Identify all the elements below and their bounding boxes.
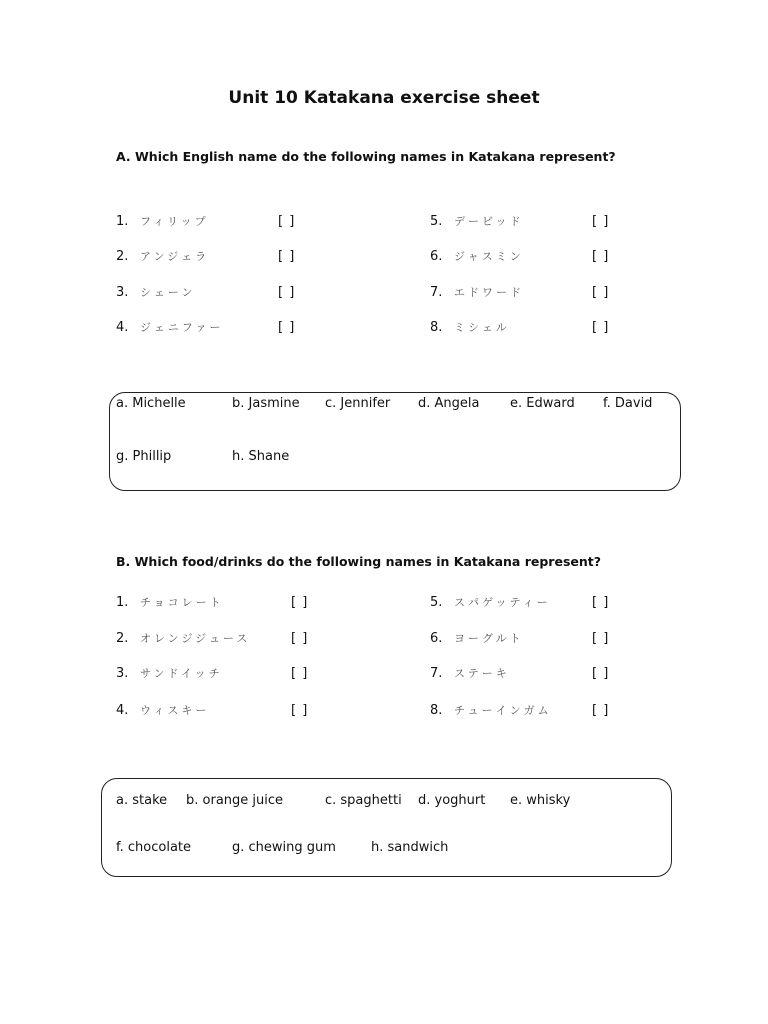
question-a4 [116,318,224,338]
question-number: 7. [430,666,443,681]
question-katakana: チューインガム [454,704,552,717]
question-katakana: アンジェラ [140,250,210,263]
answer-bracket[interactable]: [ ] [592,703,610,718]
option-item: f. David [603,396,653,411]
question-number: 7. [430,285,443,300]
option-item: d. Angela [418,396,480,411]
section-a-heading: A. Which English name do the following names in Katakana represent? [116,149,616,164]
option-item: c. Jennifer [325,396,391,411]
question-a5 [430,212,524,232]
answer-bracket[interactable]: [ ] [291,666,309,681]
option-item: g. Phillip [116,449,172,464]
question-b1 [116,593,224,613]
answer-bracket[interactable]: [ ] [592,631,610,646]
question-number: 2. [116,631,129,646]
question-number: 2. [116,249,129,264]
page-title: Unit 10 Katakana exercise sheet [228,88,540,108]
question-number: 1. [116,214,129,229]
question-number: 1. [116,595,129,610]
question-katakana: サンドイッチ [140,667,223,680]
answer-bracket[interactable]: [ ] [592,249,610,264]
question-katakana: ジェニファー [140,321,224,334]
question-katakana: オレンジジュース [140,632,251,645]
option-item: a. Michelle [116,396,186,411]
question-a3 [116,283,196,303]
question-b3 [116,664,223,684]
question-b8 [430,701,552,721]
question-number: 5. [430,214,443,229]
answer-bracket[interactable]: [ ] [592,320,610,335]
answer-bracket[interactable]: [ ] [278,320,296,335]
option-item: f. chocolate [116,840,192,855]
question-katakana: ヨーグルト [454,632,524,645]
question-katakana: ミシェル [454,321,510,334]
answer-bracket[interactable]: [ ] [291,631,309,646]
question-katakana: ステーキ [454,667,510,680]
options-box-b [101,778,672,877]
option-item: d. yoghurt [418,793,486,808]
question-number: 8. [430,703,443,718]
answer-bracket[interactable]: [ ] [291,703,309,718]
option-item: e. whisky [510,793,571,808]
answer-bracket[interactable]: [ ] [592,214,610,229]
question-number: 4. [116,703,129,718]
question-a6 [430,247,524,267]
question-b5 [430,593,551,613]
question-katakana: スパゲッティー [454,596,551,609]
options-box-a [109,392,681,491]
question-katakana: ジャスミン [454,250,524,263]
question-number: 8. [430,320,443,335]
answer-bracket[interactable]: [ ] [278,249,296,264]
question-number: 4. [116,320,129,335]
question-b4 [116,701,209,721]
question-katakana: エドワード [454,286,524,299]
option-item: h. sandwich [371,840,449,855]
answer-bracket[interactable]: [ ] [592,595,610,610]
question-a7 [430,283,524,303]
answer-bracket[interactable]: [ ] [278,214,296,229]
option-item: e. Edward [510,396,575,411]
option-item: c. spaghetti [325,793,402,808]
answer-bracket[interactable]: [ ] [592,666,610,681]
section-b-heading: B. Which food/drinks do the following names in Katakana represent? [116,554,601,569]
question-number: 3. [116,666,129,681]
question-number: 6. [430,631,443,646]
question-number: 5. [430,595,443,610]
option-item: a. stake [116,793,168,808]
option-item: g. chewing gum [232,840,336,855]
question-number: 3. [116,285,129,300]
answer-bracket[interactable]: [ ] [592,285,610,300]
question-katakana: シェーン [140,286,196,299]
question-b2 [116,629,250,649]
question-number: 6. [430,249,443,264]
question-katakana: チョコレート [140,596,224,609]
question-a8 [430,318,510,338]
question-katakana: フィリップ [140,215,209,228]
option-item: b. orange juice [186,793,284,808]
question-b7 [430,664,510,684]
answer-bracket[interactable]: [ ] [291,595,309,610]
question-a1 [116,212,209,232]
question-katakana: ウィスキー [140,704,210,717]
question-a2 [116,247,209,267]
question-katakana: デービッド [454,215,524,228]
option-item: h. Shane [232,449,290,464]
option-item: b. Jasmine [232,396,300,411]
question-b6 [430,629,524,649]
answer-bracket[interactable]: [ ] [278,285,296,300]
